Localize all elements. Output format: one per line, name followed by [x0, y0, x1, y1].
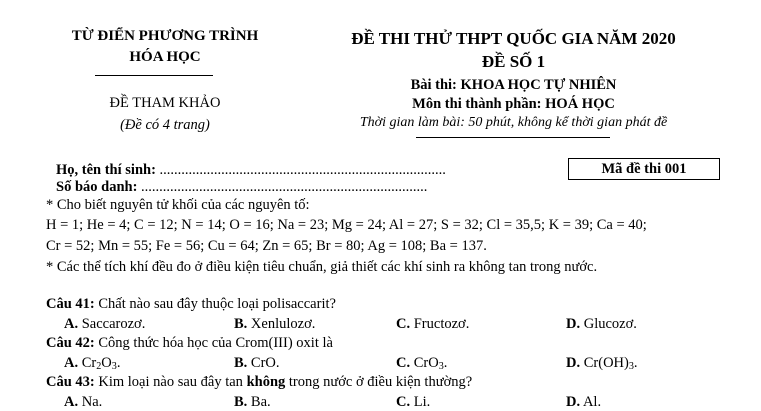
- option-formula: $Cr(OH)_3$.: [583, 355, 638, 372]
- exam-name: Bài thi: KHOA HỌC TỰ NHIÊN: [410, 77, 617, 93]
- candidate-name-label: Họ, tên thí sinh:: [56, 162, 156, 178]
- question-text: Chất nào sau đây thuộc loại polisaccarit?: [98, 296, 336, 312]
- option-letter: C.: [396, 316, 411, 332]
- exam-duration: Thời gian làm bài: 50 phút, không kể thời gian phát đề: [359, 115, 668, 130]
- header-left-divider: [95, 75, 213, 76]
- question-42: [46, 335, 333, 352]
- option-formula: $Cr_2O_3$.: [81, 355, 121, 372]
- option-b[interactable]: [234, 394, 271, 411]
- option-d[interactable]: [566, 316, 637, 333]
- question-label: Câu 43:: [46, 374, 95, 390]
- candidate-name-field[interactable]: ...............................................................................: [159, 162, 446, 178]
- option-letter: C.: [396, 394, 411, 410]
- option-text: Fructozơ.: [413, 316, 470, 332]
- option-b[interactable]: [234, 355, 280, 372]
- atomic-mass-line-1: H = 1; He = 4; C = 12; N = 14; O = 16; Na = 23; Mg = 24; Al = 27; S = 32; Cl = 35,5; K = 39; Ca = 40;: [46, 217, 647, 233]
- option-c[interactable]: [396, 394, 430, 411]
- option-text: Na.: [81, 394, 103, 410]
- option-formula: CrO$_3$.: [413, 355, 448, 372]
- option-d[interactable]: [566, 394, 601, 411]
- publisher-subtitle: HÓA HỌC: [129, 49, 201, 65]
- option-letter: B.: [234, 394, 248, 410]
- option-formula: CrO.: [250, 355, 280, 371]
- option-text: Glucozơ.: [583, 316, 637, 332]
- question-41: [46, 296, 336, 313]
- option-letter: D.: [566, 394, 581, 410]
- question-text: Kim loại nào sau đây tan không trong nước ở điều kiện thường?: [98, 374, 473, 390]
- option-d[interactable]: [566, 355, 638, 372]
- candidate-name-row: [56, 162, 446, 179]
- publisher-name: TỪ ĐIỂN PHƯƠNG TRÌNH: [71, 28, 259, 44]
- exam-title: ĐỀ THI THỬ THPT QUỐC GIA NĂM 2020: [351, 29, 676, 48]
- candidate-id-row: [56, 179, 427, 196]
- option-a[interactable]: [64, 394, 102, 411]
- question-43: [46, 374, 472, 391]
- atomic-mass-line-2: Cr = 52; Mn = 55; Fe = 56; Cu = 64; Zn = 65; Br = 80; Ag = 108; Ba = 137.: [46, 238, 487, 254]
- candidate-id-field[interactable]: ...............................................................................: [141, 179, 428, 195]
- option-text: Li.: [413, 394, 431, 410]
- candidate-id-label: Số báo danh:: [56, 179, 138, 195]
- option-letter: B.: [234, 355, 248, 371]
- question-label: Câu 41:: [46, 296, 95, 312]
- header-right-divider: [416, 137, 610, 138]
- option-text: Ba.: [250, 394, 271, 410]
- option-letter: C.: [396, 355, 411, 371]
- option-text: Saccarozơ.: [81, 316, 146, 332]
- question-text: Công thức hóa học của Crom(III) oxit là: [98, 335, 333, 351]
- question-label: Câu 42:: [46, 335, 95, 351]
- option-letter: B.: [234, 316, 248, 332]
- exam-code-box: [568, 158, 720, 180]
- reference-label: ĐỀ THAM KHẢO: [109, 95, 221, 111]
- atomic-mass-intro: * Cho biết nguyên tử khối của các nguyên tố:: [46, 197, 310, 213]
- gas-condition-note: * Các thể tích khí đều đo ở điều kiện tiêu chuẩn, giả thiết các khí sinh ra không tan trong nước.: [46, 259, 598, 275]
- exam-number: ĐỀ SỐ 1: [481, 52, 546, 71]
- option-text: Al.: [582, 394, 602, 410]
- exam-subject: Môn thi thành phần: HOÁ HỌC: [412, 96, 615, 112]
- page-count: (Đề có 4 trang): [120, 117, 210, 133]
- option-c[interactable]: [396, 355, 447, 372]
- option-text: Xenlulozơ.: [250, 316, 316, 332]
- option-letter: A.: [64, 394, 79, 410]
- option-letter: D.: [566, 316, 581, 332]
- option-a[interactable]: [64, 316, 145, 333]
- option-b[interactable]: [234, 316, 315, 333]
- exam-code: Mã đề thi 001: [601, 161, 687, 177]
- option-letter: D.: [566, 355, 581, 371]
- option-letter: A.: [64, 355, 79, 371]
- option-c[interactable]: [396, 316, 469, 333]
- option-letter: A.: [64, 316, 79, 332]
- option-a[interactable]: [64, 355, 120, 372]
